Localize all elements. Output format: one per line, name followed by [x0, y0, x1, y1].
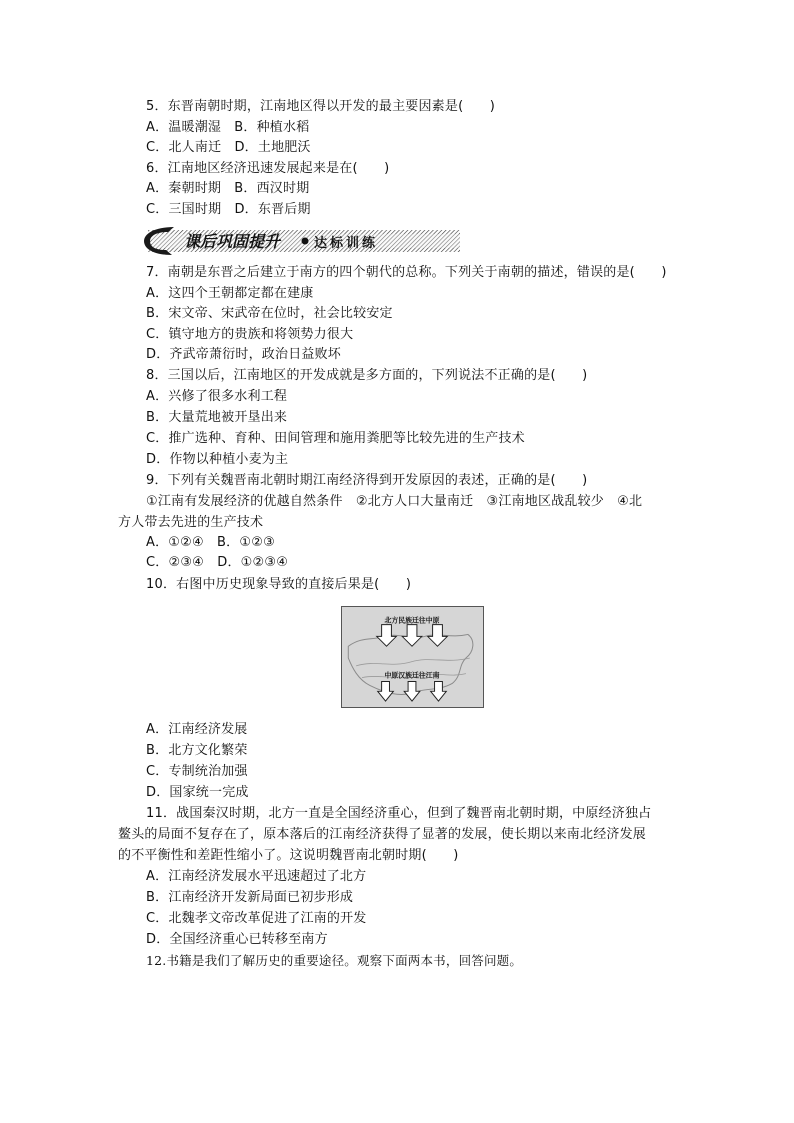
q7-option-a: A．这四个王朝都定都在建康	[146, 286, 314, 301]
q11-stem-line2: 鳌头的局面不复存在了，原本落后的江南经济获得了显著的发展，使长期以来南北经济发展	[118, 827, 647, 842]
q6-options-ab: A．秦朝时期 B．西汉时期	[146, 181, 310, 196]
q11-option-c: C．北魏孝文帝改革促进了江南的开发	[146, 911, 367, 926]
q8-option-b: B．大量荒地被开垦出来	[146, 410, 288, 425]
q11-option-d: D．全国经济重心已转移至南方	[146, 932, 328, 947]
top-arrows	[377, 625, 448, 647]
q11-option-a: A．江南经济发展水平迅速超过了北方	[146, 869, 367, 884]
q6-stem: 6．江南地区经济迅速发展起来是在( )	[146, 161, 390, 176]
q8-option-a: A．兴修了很多水利工程	[146, 389, 288, 404]
q12-stem: 12.书籍是我们了解历史的重要途径。观察下面两本书，回答问题。	[146, 953, 523, 968]
q11-stem-line3: 的不平衡性和差距性缩小了。这说明魏晋南北朝时期( )	[118, 848, 459, 863]
q8-stem: 8．三国以后，江南地区的开发成就是多方面的，下列说法不正确的是( )	[146, 368, 588, 383]
q10-option-c: C．专制统治加强	[146, 764, 248, 779]
banner-subtitle: 达标训练	[314, 236, 379, 251]
bottom-arrows	[378, 682, 447, 702]
q5-stem: 5．东晋南朝时期，江南地区得以开发的最主要因素是( )	[146, 99, 496, 114]
q11-stem-line1: 11．战国秦汉时期，北方一直是全国经济重心，但到了魏晋南北朝时期，中原经济独占	[146, 806, 652, 821]
q10-option-a: A．江南经济发展	[146, 722, 248, 737]
q9-options-ab: A．①②④ B．①②③	[146, 535, 275, 550]
q6-options-cd: C．三国时期 D．东晋后期	[146, 202, 311, 217]
q7-option-c: C．镇守地方的贵族和将领势力很大	[146, 327, 354, 342]
q10-stem: 10．右图中历史现象导致的直接后果是( )	[146, 577, 412, 592]
q7-stem: 7．南朝是东晋之后建立于南方的四个朝代的总称。下列关于南朝的描述，错误的是( )	[146, 265, 667, 280]
q10-migration-map	[341, 606, 484, 708]
q11-option-b: B．江南经济开发新局面已初步形成	[146, 890, 354, 905]
q8-option-c: C．推广选种、育种、田间管理和施用粪肥等比较先进的生产技术	[146, 431, 525, 446]
banner-bullet	[302, 238, 309, 245]
figure-label-top: 北方民族迁往中原	[384, 616, 440, 625]
q7-option-d: D．齐武帝萧衍时，政治日益败坏	[146, 347, 342, 362]
q9-options-cd: C．②③④ D．①②③④	[146, 555, 289, 570]
banner-graphic	[142, 224, 460, 258]
q9-stem: 9．下列有关魏晋南北朝时期江南经济得到开发原因的表述，正确的是( )	[146, 473, 588, 488]
q5-options-ab: A．温暖潮湿 B．种植水稻	[146, 120, 310, 135]
section-banner	[142, 224, 460, 258]
q5-options-cd: C．北人南迁 D．土地肥沃	[146, 140, 311, 155]
banner-title: 课后巩固提升	[184, 232, 281, 251]
q10-option-d: D．国家统一完成	[146, 785, 249, 800]
q9-items-line2: 方人带去先进的生产技术	[118, 515, 264, 530]
q7-option-b: B．宋文帝、宋武帝在位时，社会比较安定	[146, 306, 393, 321]
migration-map-graphic	[342, 607, 483, 707]
figure-label-bottom: 中原汉族迁往江南	[384, 671, 440, 680]
q8-option-d: D．作物以种植小麦为主	[146, 452, 289, 467]
q10-option-b: B．北方文化繁荣	[146, 743, 248, 758]
q9-items-line1: ①江南有发展经济的优越自然条件 ②北方人口大量南迁 ③江南地区战乱较少 ④北	[146, 494, 643, 509]
